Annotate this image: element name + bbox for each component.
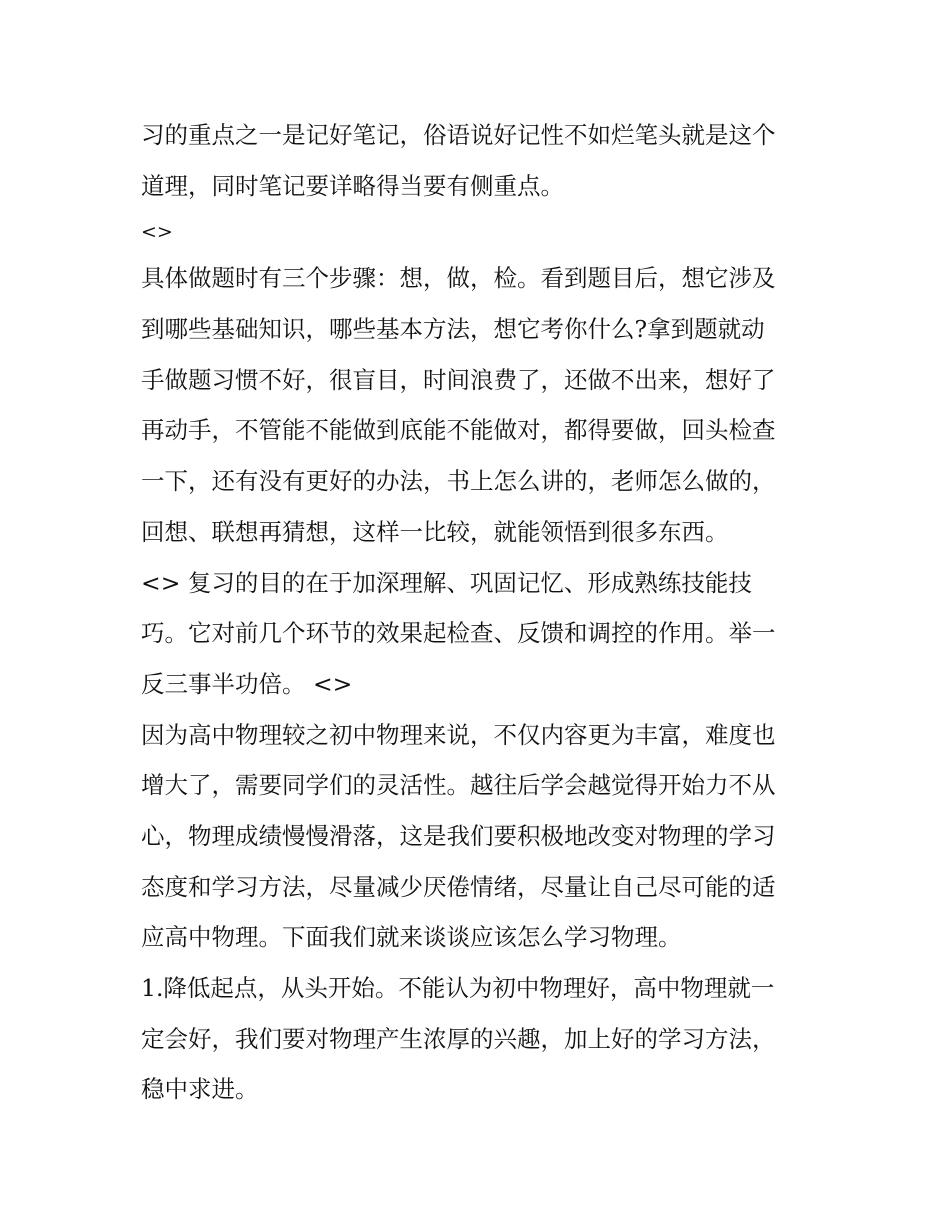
text-line: 态度和学习方法，尽量减少厌倦情绪，尽量让自己尽可能的适 [141,872,776,901]
text-line: 到哪些基础知识，哪些基本方法，想它考你什么?拿到题就动 [141,315,765,344]
text-line: 巧。它对前几个环节的效果起检查、反馈和调控的作用。举一 [141,619,776,648]
text-line: 具体做题时有三个步骤：想，做，检。看到题目后，想它涉及 [141,264,776,293]
text-line: 稳中求进。 [141,1075,259,1104]
text-line: <> 复习的目的在于加深理解、巩固记忆、形成熟练技能技 [141,568,752,597]
text-line: 习的重点之一是记好笔记，俗语说好记性不如烂笔头就是这个 [141,121,776,149]
text-line: 1.降低起点，从头开始。不能认为初中物理好，高中物理就一 [141,974,775,1002]
text-line: 一下，还有没有更好的办法，书上怎么讲的，老师怎么做的， [141,467,776,496]
text-line: 增大了，需要同学们的灵活性。越往后学会越觉得开始力不从 [141,771,776,800]
text-line: 道理，同时笔记要详略得当要有侧重点。 [141,171,564,200]
text-line: 应高中物理。下面我们就来谈谈应该怎么学习物理。 [141,923,682,952]
text-line: 反三事半功倍。 <> [141,669,353,698]
text-line: 再动手，不管能不能做到底能不能做对，都得要做，回头检查 [141,416,776,445]
text-line: 心，物理成绩慢慢滑落，这是我们要积极地改变对物理的学习 [141,821,776,850]
document-body [141,110,816,1115]
text-line: 手做题习惯不好，很盲目，时间浪费了，还做不出来，想好了 [141,365,776,394]
text-line: 定会好，我们要对物理产生浓厚的兴趣，加上好的学习方法， [141,1024,776,1053]
text-line: <> [141,221,173,244]
text-line: 回想、联想再猜想，这样一比较，就能领悟到很多东西。 [141,517,729,546]
text-line: 因为高中物理较之初中物理来说，不仅内容更为丰富，难度也 [141,720,776,749]
